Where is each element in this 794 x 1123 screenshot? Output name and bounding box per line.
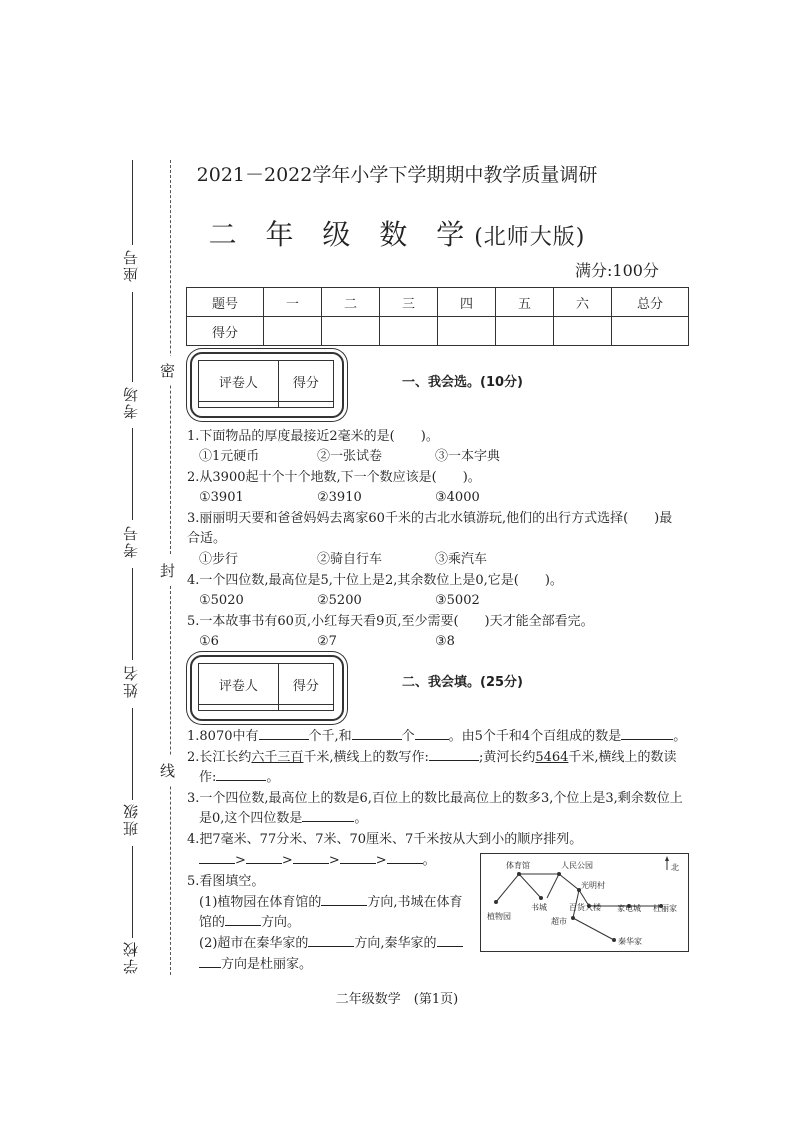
map-place-label: 家电城 — [617, 904, 641, 913]
option[interactable]: ③4000 — [435, 490, 480, 505]
answer-blank[interactable] — [293, 851, 329, 864]
exam-room-label: 考场 — [122, 385, 140, 419]
question-text: 2.从3900起十个十个地数,下一个数应该是( )。 — [187, 470, 481, 485]
answer-blank[interactable] — [621, 727, 673, 740]
answer-blank[interactable] — [225, 913, 261, 926]
grader-cell[interactable] — [199, 402, 279, 408]
map-place-label: 书城 — [531, 903, 547, 912]
score-row-label: 得分 — [187, 317, 264, 346]
option[interactable]: ③乘汽车 — [435, 552, 488, 567]
fill-question-1 — [187, 727, 686, 747]
fill-question-2-cont — [199, 768, 279, 788]
option[interactable]: ③5002 — [435, 593, 480, 608]
answer-blank[interactable] — [429, 748, 479, 761]
section-title: 一、我会选。(10分) — [402, 375, 523, 390]
score-header: 四 — [438, 288, 496, 317]
score-cell[interactable] — [264, 317, 322, 346]
map-place-label: 植物园 — [487, 912, 511, 921]
option[interactable]: ②3910 — [317, 490, 362, 505]
score-cell[interactable] — [380, 317, 438, 346]
grader-score-cell[interactable] — [278, 402, 333, 408]
answer-blank[interactable] — [308, 934, 354, 947]
q-text: 方向是杜丽家。 — [221, 957, 313, 972]
score-cell[interactable] — [612, 317, 689, 346]
score-table — [186, 287, 689, 346]
q-text: (2)超市在秦华家的 — [199, 936, 309, 951]
grader-score-cell[interactable] — [278, 705, 333, 711]
q-text: 。由5个千和4个百组成的数是 — [448, 729, 622, 744]
q-text: 千米,横线上的数读 — [568, 750, 677, 765]
score-header: 总分 — [612, 288, 689, 317]
grader-label: 评卷人 — [199, 664, 279, 705]
grader-label: 评卷人 — [199, 361, 279, 402]
fill-question-3-cont — [199, 809, 367, 829]
answer-blank[interactable] — [437, 934, 463, 947]
grader-cell[interactable] — [199, 705, 279, 711]
q-text: 是0,这个四位数是 — [199, 811, 303, 826]
score-cell[interactable] — [554, 317, 612, 346]
q-text: 个千,和 — [308, 729, 352, 744]
option[interactable]: ③一本字典 — [435, 449, 501, 464]
gt-sign: > — [375, 853, 387, 868]
school-label: 学校 — [122, 940, 140, 974]
fill-question-4: 4.把7毫米、77分米、7米、70厘米、7千米按从大到小的顺序排列。 — [187, 832, 583, 847]
grader-score-label: 得分 — [278, 361, 333, 402]
exam-title — [0, 213, 794, 253]
map-place-label: 体育馆 — [506, 861, 530, 870]
seat-number-label: 座号 — [122, 248, 140, 282]
q-text: 。 — [266, 770, 280, 785]
subject-title: 二 年 级 数 学 — [208, 218, 475, 251]
seal-char-feng: 封 — [160, 556, 175, 585]
fill-question-5: 5.看图填空。 — [187, 874, 265, 889]
question-text: 3.丽丽明天要和爸爸妈妈去离家60千米的古北水镇游玩,他们的出行方式选择( )最 — [187, 511, 673, 526]
q-text: 。 — [673, 729, 687, 744]
question-text: 1.下面物品的厚度最接近2毫米的是( )。 — [187, 429, 439, 444]
answer-blank[interactable] — [352, 727, 402, 740]
score-header: 六 — [554, 288, 612, 317]
map-place-label: 百货大楼 — [569, 903, 601, 912]
blank-line — [132, 568, 133, 660]
score-header: 一 — [264, 288, 322, 317]
answer-blank[interactable] — [302, 809, 354, 822]
score-header: 题号 — [187, 288, 264, 317]
fill-question-5-2 — [199, 934, 463, 954]
grader-box — [190, 655, 344, 721]
answer-blank[interactable] — [259, 727, 309, 740]
map-place-label: 光明村 — [581, 881, 605, 890]
fill-question-5-1-cont — [199, 913, 300, 933]
question-text: 5.一本故事书有60页,小红每天看9页,至少需要( )天才能全部看完。 — [187, 614, 594, 629]
option[interactable]: ①6 — [199, 634, 219, 649]
option[interactable]: ①3901 — [199, 490, 244, 505]
q-text: 千米,横线上的数写作: — [303, 750, 429, 765]
option[interactable]: ①步行 — [199, 552, 239, 567]
answer-blank[interactable] — [387, 851, 423, 864]
blank-line — [132, 708, 133, 800]
answer-blank[interactable] — [340, 851, 376, 864]
option[interactable]: ②7 — [317, 634, 337, 649]
exam-subtitle: 2021－2022学年小学下学期期中教学质量调研 — [196, 164, 598, 186]
option-row — [199, 550, 553, 570]
q-text: 方向。 — [261, 915, 301, 930]
fill-question-5-2-cont — [199, 955, 312, 975]
score-cell[interactable] — [322, 317, 380, 346]
score-cell[interactable] — [496, 317, 554, 346]
ordering-row — [199, 851, 436, 871]
fill-question-2 — [187, 748, 677, 768]
score-cell[interactable] — [438, 317, 496, 346]
section-title: 二、我会填。(25分) — [402, 675, 523, 690]
map-place-label: 人民公园 — [561, 861, 593, 870]
map-place-label: 超市 — [551, 917, 567, 926]
option[interactable]: ②5200 — [317, 593, 362, 608]
q-text: 个 — [401, 729, 415, 744]
name-label: 姓名 — [122, 664, 140, 698]
answer-blank[interactable] — [246, 851, 282, 864]
blank-line — [132, 846, 133, 938]
score-header: 二 — [322, 288, 380, 317]
seal-char-mi: 密 — [160, 356, 175, 385]
map-place-label: 秦华家 — [618, 937, 642, 946]
north-label: 北 — [671, 863, 679, 872]
map-place-label: 杜丽家 — [653, 904, 677, 913]
option-row — [199, 447, 553, 467]
fill-question-5-1 — [199, 893, 463, 913]
question-text-cont: 合适。 — [187, 531, 227, 546]
q-text: 。 — [422, 853, 436, 868]
q-text: 2.长江长约 — [187, 750, 252, 765]
grader-score-label: 得分 — [278, 664, 333, 705]
score-header: 五 — [496, 288, 554, 317]
fill-question-3: 3.一个四位数,最高位上的数是6,百位上的数比最高位上的数多3,个位上是3,剩余数位上 — [187, 791, 683, 806]
q-text: (1)植物园在体育馆的 — [199, 895, 322, 910]
answer-blank[interactable] — [415, 727, 449, 740]
score-header: 三 — [380, 288, 438, 317]
answer-blank[interactable] — [216, 768, 266, 781]
route-map — [480, 853, 689, 952]
q-text: 方向,书城在体育 — [367, 895, 463, 910]
q-text: 方向,秦华家的 — [354, 936, 437, 951]
option[interactable]: ①1元硬币 — [199, 449, 260, 464]
gt-sign: > — [328, 853, 340, 868]
q-text: ;黄河长约 — [478, 750, 536, 765]
answer-blank[interactable] — [321, 893, 367, 906]
blank-line — [132, 428, 133, 520]
option-row — [199, 591, 553, 611]
q-text: 馆的 — [199, 915, 226, 930]
q-text: 1.8070中有 — [187, 729, 259, 744]
option[interactable]: ①5020 — [199, 593, 244, 608]
gt-sign: > — [281, 853, 293, 868]
option[interactable]: ②骑自行车 — [317, 552, 383, 567]
exam-number-label: 考号 — [122, 524, 140, 558]
class-label: 班级 — [122, 802, 140, 836]
underlined-text: 六千三百 — [251, 750, 304, 765]
option[interactable]: ②一张试卷 — [317, 449, 383, 464]
option-row — [199, 488, 553, 508]
answer-blank[interactable] — [199, 955, 221, 968]
page-footer: 二年级数学 (第1页) — [335, 992, 459, 1007]
question-text: 4.一个四位数,最高位是5,十位上是2,其余数位上是0,它是( )。 — [187, 573, 563, 588]
gt-sign: > — [235, 853, 246, 868]
blank-line — [132, 292, 133, 382]
seal-char-xian: 线 — [160, 756, 175, 785]
option-row — [199, 632, 553, 652]
edition-label: (北师大版) — [474, 225, 586, 250]
q-text: 作: — [199, 770, 217, 785]
full-score: 满分:100分 — [575, 261, 659, 280]
underlined-text: 5464 — [535, 750, 569, 765]
q-text: 。 — [354, 811, 368, 826]
grader-box — [190, 352, 344, 418]
option[interactable]: ③8 — [435, 634, 455, 649]
answer-blank[interactable] — [199, 851, 235, 864]
